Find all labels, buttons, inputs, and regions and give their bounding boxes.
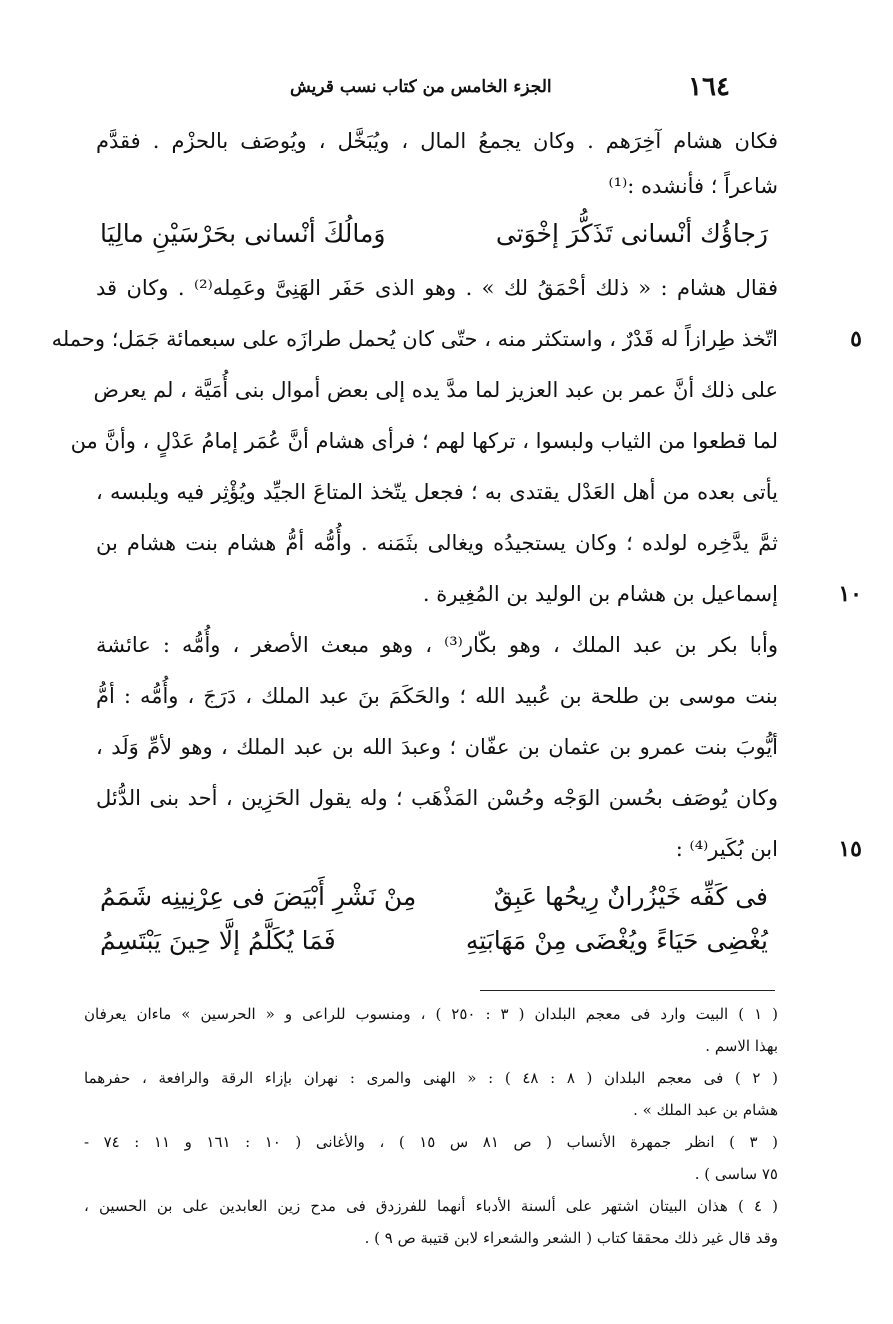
verse-hemistich: رَجاؤُك أنْسانى تَذَكُّرَ إخْوَتى: [495, 219, 768, 248]
main-text: [51, 116, 862, 963]
footnote-line: بهذا الاسم .: [705, 1037, 778, 1055]
footnote-line: ٧٥ ساسى ) .: [694, 1165, 778, 1183]
verse: [96, 875, 778, 919]
running-header: [290, 70, 730, 104]
text-line: أيُّوبَ بنت عمرو بن عثمان بن عفّان ؛ وعبدَ الله بن عبد الملك ، وهو لأمِّ وَلَد ،: [96, 735, 778, 759]
text-line: [96, 569, 862, 620]
text-line: على ذلك أنَّ عمر بن عبد العزيز لما مدَّ يده إلى بعض أموال بنى أُمَيَّة ، لم يعرض: [93, 378, 778, 402]
footnotes: [84, 998, 778, 1254]
line-number: ١٠: [838, 581, 862, 607]
footnote-line: وقد قال غير ذلك محققا كتاب ( الشعر والشعراء لابن قتيبة ص ٩ ) .: [364, 1229, 778, 1247]
text-line: [51, 314, 862, 365]
verse-hemistich: يُغْضِى حَيَاءً ويُغْضَى مِنْ مَهَابَتِهِ: [465, 926, 768, 955]
text-line: شاعراً ؛ فأنشده :⁽¹⁾: [608, 174, 778, 198]
text-line: وأبا بكر بن عبد الملك ، وهو بكّار⁽³⁾ ، وهو مبعث الأصغر ، وأُمُّه : عائشة: [96, 633, 779, 657]
verse-hemistich: وَمالُكَ أنْسانى بحَرْسَيْنِ مالِيَا: [100, 219, 386, 248]
footnote-line: ( ٣ ) انظر جمهرة الأنساب ( ص ٨١ س ١٥ ) ، والأغانى ( ١٠ : ١٦١ و ١١ : ٧٤ -: [84, 1133, 778, 1151]
footnote-line: ( ٢ ) فى معجم البلدان ( ٨ : ٤٨ ) : « الهنى والمرى : نهران بإزاء الرقة والرافعة ، حفرهما: [84, 1069, 778, 1087]
verse-hemistich: فَمَا يُكَلَّمُ إلَّا حِينَ يَبْتَسِمُ: [100, 926, 336, 955]
text-line: وكان يُوصَف بحُسن الوَجْه وحُسْن المَذْهَب ؛ وله يقول الحَزِين ، أحد بنى الدُّئل: [96, 786, 778, 810]
verse: [96, 205, 778, 263]
footnote-line: ( ١ ) البيت وارد فى معجم البلدان ( ٣ : ٢٥٠ ) ، ومنسوب للراعى و « الحرسين » ماءان يعرفان: [84, 1005, 778, 1023]
footnote-line: هشام بن عبد الملك » .: [633, 1101, 778, 1119]
line-number: ٥: [850, 326, 862, 352]
text-line: فكان هشام آخِرَهم . وكان يجمعُ المال ، ويُبَخَّل ، ويُوصَف بالحزْم . فقدَّم: [96, 129, 778, 153]
verse-hemistich: مِنْ نَشْرِ أَبْيَضَ فى عِرْنِينِه شَمَمُ: [100, 882, 417, 911]
page-number: ١٦٤: [688, 72, 730, 102]
text-line: بنت موسى بن طلحة بن عُبيد الله ؛ والحَكَمَ بنَ عبد الملك ، دَرَجَ ، وأُمُّه : أمُّ: [96, 684, 778, 708]
verse-hemistich: فى كَفِّه خَيْزُرانٌ رِيحُها عَبِقٌ: [493, 882, 768, 911]
text-line-content: إسماعيل بن هشام بن الوليد بن المُغِيرة .: [422, 582, 778, 606]
text-line: يأتى بعده من أهل العَدْل يقتدى به ؛ فجعل يتّخذ المتاعَ الجيِّد ويُؤْثِر فيه ويلبسه ،: [96, 480, 778, 504]
running-title: الجزء الخامس من كتاب نسب قريش: [290, 77, 552, 97]
line-number: ١٥: [838, 836, 862, 862]
text-line-content: ابن بُكَير⁽⁴⁾ :: [675, 837, 778, 861]
footnote-line: ( ٤ ) هذان البيتان اشتهر على ألسنة الأدباء أنهما للفرزدق فى مدح زين العابدين على بن الحسين ،: [84, 1197, 778, 1215]
text-line-content: اتّخذ طِرازاً له قَدْرٌ ، واستكثر منه ، حتّى كان يُحمل طرازَه على سبعمائة جَمَل؛ وحمله: [51, 327, 778, 351]
text-line: لما قطعوا من الثياب ولبسوا ، تركها لهم ؛ فرأى هشام أنَّ عُمَر إمامُ عَدْلٍ ، وأنَّ من: [70, 429, 778, 453]
text-line: [96, 824, 862, 875]
verse: [96, 919, 778, 963]
text-line: فقال هشام : « ذلك أحْمَقُ لك » . وهو الذى حَفَر الهَنِىَّ وعَمِله⁽²⁾ . وكان قد: [96, 276, 778, 300]
text-line: ثمَّ يدَّخِره لولده ؛ وكان يستجيدُه ويغالى بثَمَنه . وأُمُّه أمُّ هشام بنت هشام بن: [96, 531, 778, 555]
footnote-separator: [480, 990, 775, 991]
